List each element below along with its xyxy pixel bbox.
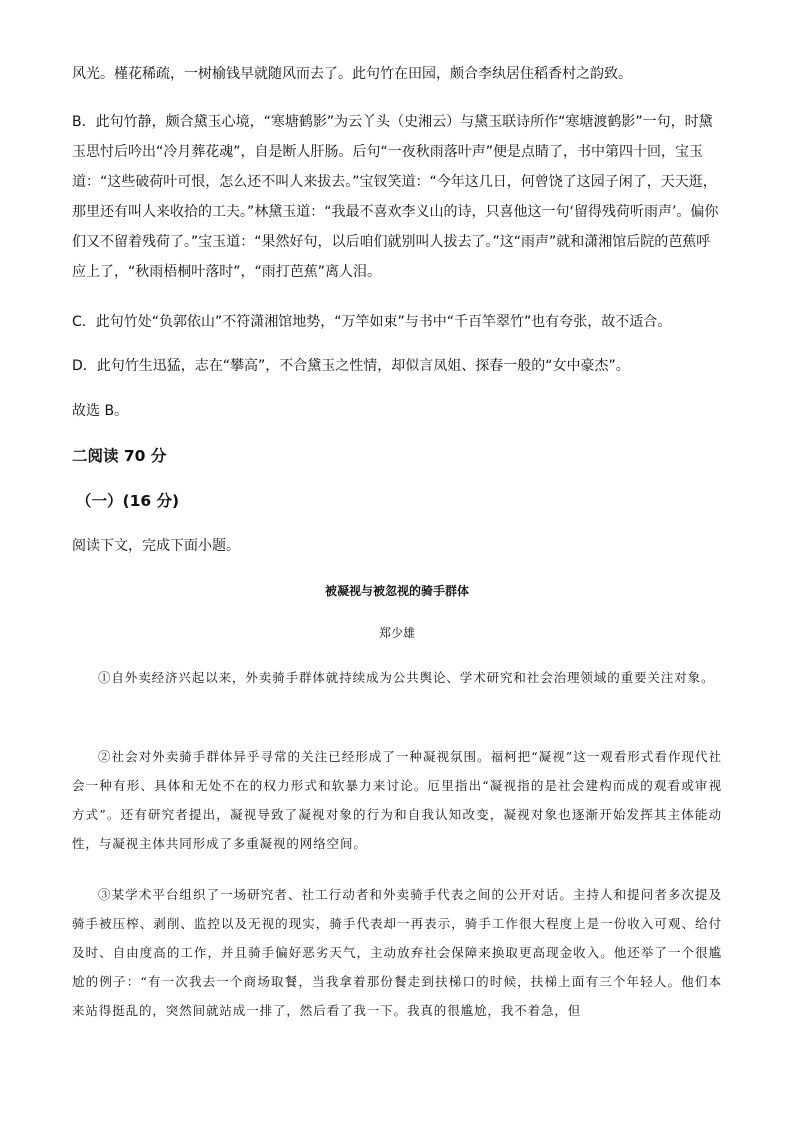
section-heading: 二阅读 70 分 [72, 447, 167, 465]
answer-line: 故选 B。 [72, 403, 129, 419]
article-paragraph-1: ①自外卖经济兴起以来，外卖骑手群体就持续成为公共舆论、学术研究和社会治理领域的重要关注对象。 [98, 670, 715, 685]
instruction: 阅读下文，完成下面小题。 [72, 538, 240, 554]
prev-answer-tail: 风光。槿花稀疏，一树榆钱早就随风而去了。此句竹在田园，颇合李纨居住稻香村之韵致。 [72, 66, 632, 82]
article-title: 被凝视与被忽视的骑手群体 [324, 584, 469, 598]
subsection-heading: （一）(16 分) [76, 492, 180, 510]
option-d-explanation: D．此句竹生迅猛，志在“攀高”，不合黛玉之性情，却似言凤姐、探春一般的“女中豪杰”。 [72, 358, 630, 374]
option-b-explanation: B．此句竹静，颇合黛玉心境，“寒塘鹤影”为云丫头（史湘云）与黛玉联诗所作“寒塘渡鹤影”一句，时黛玉思忖后吟出“冷月葬花魂”，自是断人肝肠。后句“一夜秋雨落叶声”便是点睛了，书中第四十回，宝玉道：“这些破荷叶可恨，怎么还不叫人来拔去。”宝钗笑道：“今年这几日，何曾饶了这园子闲了，天天逛，那里还有叫人来收拾的工夫。”林黛玉道：“我最不喜欢李义山的诗，只喜他这一句‘留得残荷听雨声’。偏你们又不留着残荷了。”宝玉道：“果然好句，以后咱们就别叫人拔去了。”这“雨声”就和潇湘馆后院的芭蕉呼应上了，“秋雨梧桐叶落时”，“雨打芭蕉”离人泪。 [72, 114, 719, 280]
article-paragraph-3: ③某学术平台组织了一场研究者、社工行动者和外卖骑手代表之间的公开对话。主持人和提问者多次提及骑手被压榨、剥削、监控以及无视的现实，骑手代表却一再表示，骑手工作很大程度上是一份收入可观、给付及时、自由度高的工作，并且骑手偏好恶劣天气，主动放弃社会保障来换取更高现金收入。他还举了一个很尴尬的例子：“有一次我去一个商场取餐，当我拿着那份餐走到扶梯口的时候，扶梯上面有三个年轻人。他们本来站得挺乱的，突然间就站成一排了，然后看了我一下。我真的很尴尬，我不着急，但 [72, 887, 722, 1018]
option-c-explanation: C．此句竹处“负郭依山”不符潇湘馆地势，“万竿如束”与书中“千百竿翠竹”也有夸张，故不适合。 [72, 314, 672, 330]
article-paragraph-2: ②社会对外卖骑手群体异乎寻常的关注已经形成了一种凝视氛围。福柯把“凝视”这一观看形式看作现代社会一种有形、具体和无处不在的权力形式和软暴力来讨论。厄里指出“凝视指的是社会建构而成的观看或审视方式”。还有研究者提出，凝视导致了凝视对象的行为和自我认知改变，凝视对象也逐渐开始发挥其主体能动性，与凝视主体共同形成了多重凝视的网络空间。 [72, 749, 722, 851]
article-author: 郑少雄 [378, 626, 415, 640]
